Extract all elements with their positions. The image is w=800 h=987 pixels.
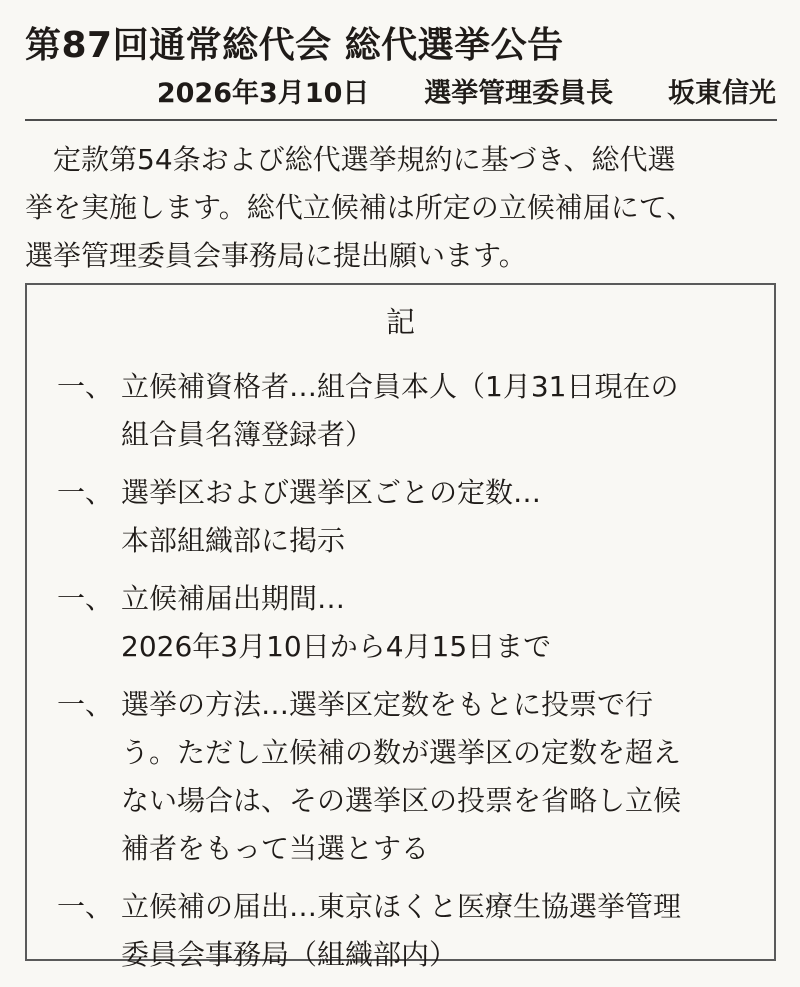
list-item bbox=[57, 575, 747, 671]
item-line: ない場合は、その選挙区の投票を省略し立候 bbox=[121, 784, 682, 817]
notice-meta bbox=[157, 79, 776, 109]
intro-line: 挙を実施します。総代立候補は所定の立候補届にて、 bbox=[25, 191, 695, 224]
item-line: 組合員名簿登録者） bbox=[121, 418, 374, 451]
intro-line: 選挙管理委員会事務局に提出願います。 bbox=[25, 239, 527, 272]
list-item bbox=[57, 883, 747, 979]
item-line: 委員会事務局（組織部内） bbox=[121, 938, 458, 971]
list-item bbox=[57, 363, 747, 459]
item-marker: 一、 bbox=[57, 890, 114, 923]
intro-paragraph bbox=[25, 136, 777, 280]
list-item bbox=[57, 681, 747, 873]
committee-role: 選挙管理委員長 bbox=[424, 78, 614, 109]
item-line: 立候補の届出…東京ほくと医療生協選挙管理 bbox=[121, 890, 682, 923]
item-line: 選挙区および選挙区ごとの定数… bbox=[121, 476, 542, 509]
notice-title: 第87回通常総代会 総代選挙公告 bbox=[25, 25, 564, 66]
committee-chair-name: 坂東信光 bbox=[668, 78, 776, 109]
list-item bbox=[57, 469, 747, 565]
item-line: う。ただし立候補の数が選挙区の定数を超え bbox=[121, 736, 682, 769]
item-text bbox=[121, 575, 747, 671]
title-divider bbox=[25, 119, 777, 121]
item-line: 2026年3月10日から4月15日まで bbox=[121, 630, 552, 663]
item-marker: 一、 bbox=[57, 688, 114, 721]
item-marker: 一、 bbox=[57, 582, 114, 615]
item-marker: 一、 bbox=[57, 370, 114, 403]
item-text bbox=[121, 363, 747, 459]
item-text bbox=[121, 469, 747, 565]
item-line: 本部組織部に掲示 bbox=[121, 524, 346, 557]
item-line: 立候補資格者…組合員本人（1月31日現在の bbox=[121, 370, 679, 403]
notice-list bbox=[57, 363, 747, 979]
item-text bbox=[121, 681, 747, 873]
item-line: 補者をもって当選とする bbox=[121, 832, 430, 865]
item-marker: 一、 bbox=[57, 476, 114, 509]
item-text bbox=[121, 883, 747, 979]
intro-line: 定款第54条および総代選挙規約に基づき、総代選 bbox=[25, 143, 676, 176]
item-line: 立候補届出期間… bbox=[121, 582, 346, 615]
item-line: 選挙の方法…選挙区定数をもとに投票で行 bbox=[121, 688, 654, 721]
notice-heading: 記 bbox=[385, 305, 415, 339]
notice-box bbox=[25, 283, 776, 971]
notice-date: 2026年3月10日 bbox=[156, 78, 370, 109]
